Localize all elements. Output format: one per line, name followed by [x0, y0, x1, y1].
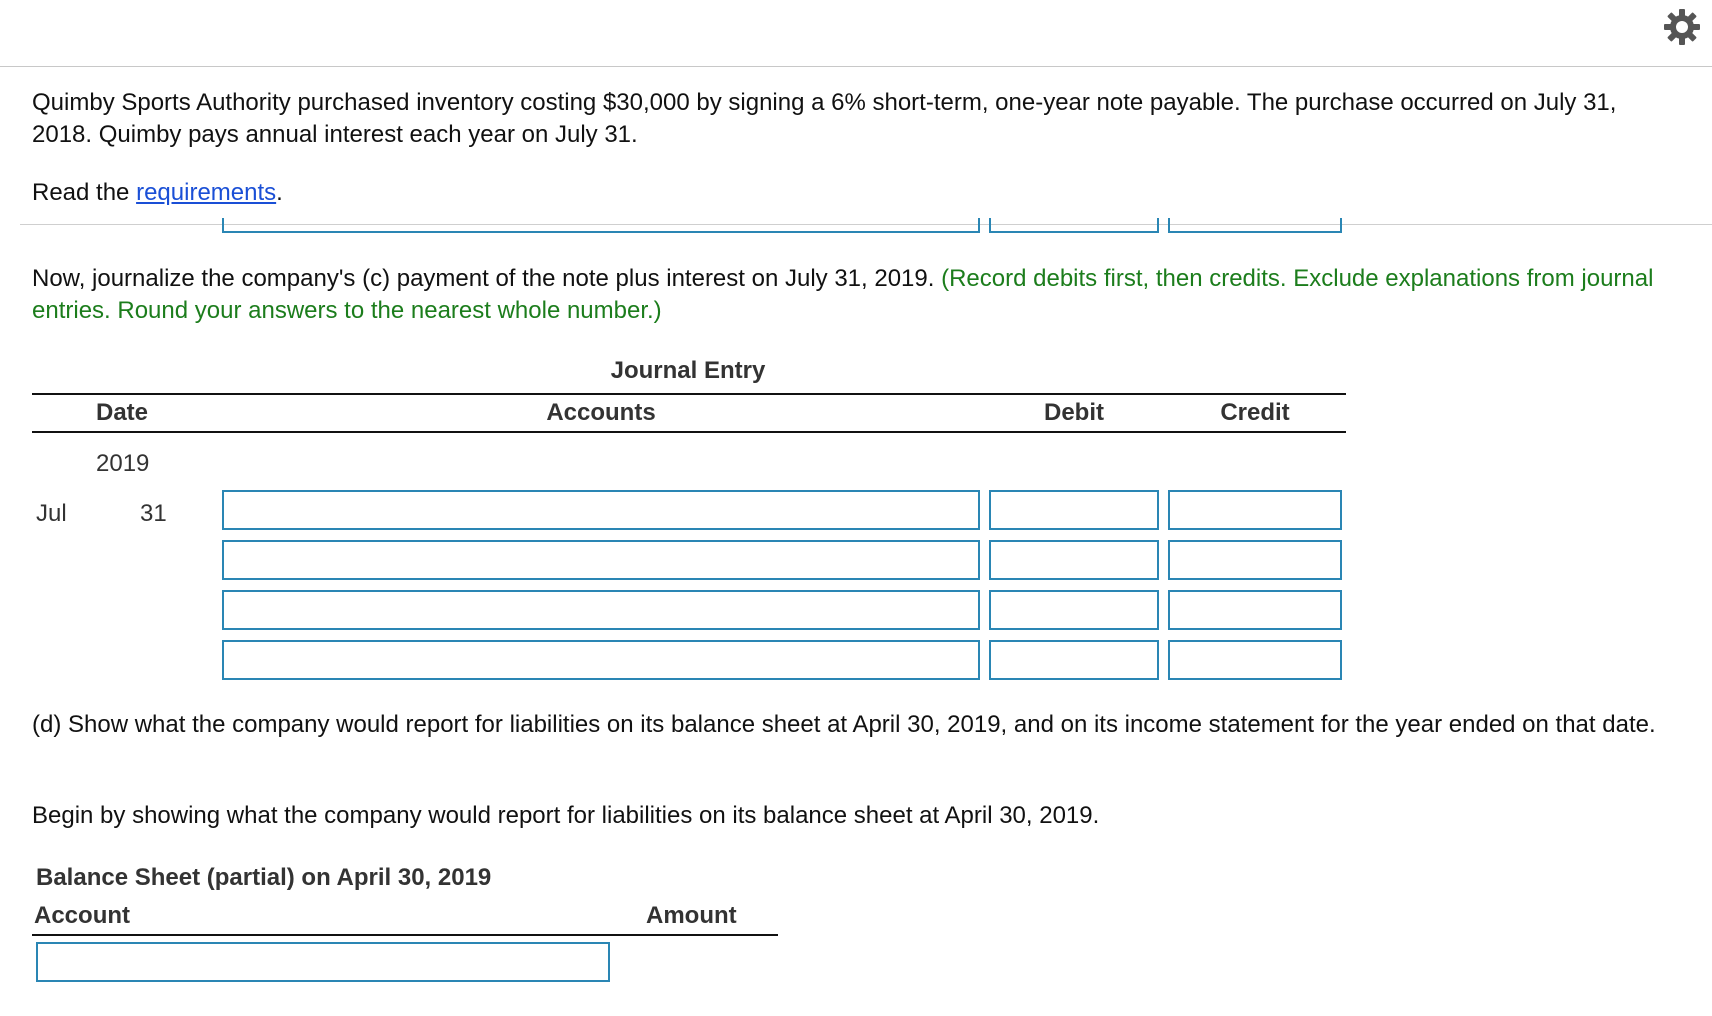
balance-sheet-header-rule — [32, 934, 778, 936]
problem-statement: Quimby Sports Authority purchased inventory costing $30,000 by signing a 6% short-term, one-year note payable. The purchase occurred on July 31, 2018. Quimby pays annual interest each year on July 31. — [32, 89, 1617, 148]
journal-debit-input-3[interactable] — [989, 590, 1159, 630]
prev-debit-input-edge — [989, 218, 1159, 233]
entry-year: 2019 — [96, 450, 150, 477]
entry-month: Jul — [36, 500, 67, 527]
journal-header-rule — [32, 431, 1346, 433]
account-column-header: Account — [34, 902, 130, 929]
journal-credit-input-1[interactable] — [1168, 490, 1342, 530]
journal-account-input-3[interactable] — [222, 590, 980, 630]
journal-debit-input-2[interactable] — [989, 540, 1159, 580]
journal-credit-input-3[interactable] — [1168, 590, 1342, 630]
amount-column-header: Amount — [646, 902, 737, 929]
part-c-text: Now, journalize the company's (c) payment of the note plus interest on July 31, 2019. — [32, 265, 935, 292]
read-suffix: . — [276, 179, 283, 206]
prev-credit-input-edge — [1168, 218, 1342, 233]
part-d-begin: Begin by showing what the company would report for liabilities on its balance sheet at April 30, 2019. — [32, 802, 1100, 829]
requirements-link[interactable]: requirements — [136, 179, 277, 206]
journal-account-input-2[interactable] — [222, 540, 980, 580]
prev-account-input-edge — [222, 218, 980, 233]
journal-top-rule — [32, 393, 1346, 395]
journal-account-input-1[interactable] — [222, 490, 980, 530]
journal-credit-input-2[interactable] — [1168, 540, 1342, 580]
credit-column-header: Credit — [1220, 399, 1290, 426]
journal-entry-title: Journal Entry — [610, 357, 766, 384]
journal-debit-input-4[interactable] — [989, 640, 1159, 680]
debit-column-header: Debit — [1044, 399, 1104, 426]
gear-icon[interactable] — [1662, 7, 1702, 47]
entry-day: 31 — [140, 500, 167, 527]
journal-account-input-4[interactable] — [222, 640, 980, 680]
read-prefix: Read the — [32, 179, 137, 206]
part-c-instruction — [32, 263, 1672, 327]
date-column-header: Date — [96, 399, 149, 426]
part-c-note: (Record debits first, then credits. Exclude explanations from journal entries. Round your answers to the nearest whole number.) — [32, 265, 1654, 324]
journal-credit-input-4[interactable] — [1168, 640, 1342, 680]
read-requirements-line — [32, 177, 283, 209]
part-d-instruction: (d) Show what the company would report for liabilities on its balance sheet at April 30, 2019, and on its income statement for the year ended on that date. — [32, 711, 1656, 738]
journal-debit-input-1[interactable] — [989, 490, 1159, 530]
header-divider — [0, 66, 1712, 67]
balance-sheet-title: Balance Sheet (partial) on April 30, 2019 — [36, 864, 492, 891]
accounts-column-header: Accounts — [546, 399, 656, 426]
balance-sheet-account-input-1[interactable] — [36, 942, 610, 982]
